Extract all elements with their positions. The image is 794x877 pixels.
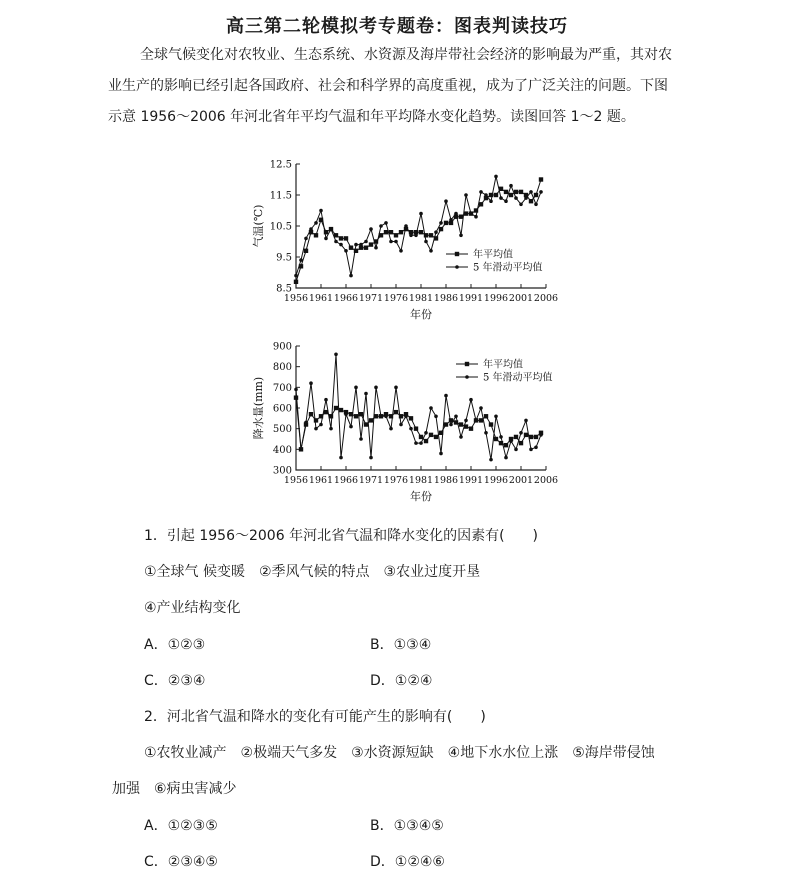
chart-2-legend-marker (465, 375, 469, 379)
question-2-option-d[interactable]: D．①②④⑥ (370, 854, 445, 870)
chart-2-series-1-point (319, 423, 323, 427)
chart-2-series-1-point (529, 448, 533, 452)
chart-1-series-0-point (539, 177, 543, 181)
chart-1-ytick-label: 8.5 (276, 283, 292, 295)
question-2-effects-2: 加强 ⑥病虫害减少 (112, 781, 237, 797)
temperature-chart (248, 156, 578, 328)
chart-2-series-1-point (404, 414, 408, 418)
chart-1-series-1-point (339, 243, 343, 247)
chart-1-series-1-point (304, 237, 308, 241)
chart-2-series-0-point (434, 435, 438, 439)
chart-2-series-0-point (479, 418, 483, 422)
chart-2-series-1-point (369, 456, 373, 460)
chart-1-xtick-label: 2001 (508, 293, 534, 304)
chart-1-series-1-point (444, 199, 448, 203)
intro-paragraph (108, 40, 692, 133)
chart-1-xtick-label: 1996 (483, 293, 509, 304)
chart-2-series-1-point (299, 448, 303, 452)
chart-2-series-0-point (394, 410, 398, 414)
chart-2-series-1-point (509, 439, 513, 443)
chart-2-series-1-point (479, 406, 483, 410)
chart-2-xtick-label: 1996 (483, 475, 509, 486)
chart-2-series-0-point (339, 408, 343, 412)
chart-1-series-1-point (424, 240, 428, 244)
chart-1-series-0-point (419, 230, 423, 234)
chart-2-series-1-point (514, 448, 518, 452)
chart-2-ytick-label: 300 (272, 465, 292, 477)
chart-1-xtick-label: 2006 (533, 293, 559, 304)
chart-2-series-0-point (424, 439, 428, 443)
chart-1-series-0-point (399, 230, 403, 234)
chart-1-series-1-point (384, 221, 388, 225)
chart-2-xlabel: 年份 (410, 490, 432, 503)
chart-2-legend-label: 5 年滑动平均值 (483, 372, 553, 384)
chart-1-series-1-point (314, 221, 318, 225)
chart-2-series-0-point (459, 422, 463, 426)
chart-2-series-1-point (379, 414, 383, 418)
question-2-option-b[interactable]: B．①③④⑤ (370, 818, 444, 834)
chart-2-series-1-point (534, 445, 538, 449)
chart-1-series-1-point (484, 193, 488, 197)
chart-2-series-1-point (304, 421, 308, 425)
chart-2-series-0-point (354, 414, 358, 418)
chart-1-series-1-point (394, 240, 398, 244)
chart-2-series-1-point (364, 392, 368, 396)
chart-1-series-0-point (444, 221, 448, 225)
chart-1-series-1-point (419, 212, 423, 216)
chart-2-legend-marker (465, 362, 469, 366)
chart-2-series-1-point (519, 431, 523, 435)
question-2-option-c[interactable]: C．②③④⑤ (144, 854, 218, 870)
chart-2-series-1-point (504, 456, 508, 460)
chart-1-series-1-point (494, 175, 498, 179)
chart-1-xtick-label: 1981 (408, 293, 434, 304)
chart-2-series-1-point (459, 435, 463, 439)
chart-2-series-1-point (399, 423, 403, 427)
intro-line-3: 示意 1956～2006 年河北省年平均气温和年平均降水变化趋势。读图回答 1～2 题。 (108, 109, 635, 125)
chart-2-series-1-point (419, 441, 423, 445)
chart-2-ytick-label: 400 (272, 444, 292, 456)
chart-2-series-1-point (464, 419, 468, 423)
chart-1-series-1-point (344, 249, 348, 253)
chart-1-ytick-label: 11.5 (269, 190, 292, 202)
chart-2-xtick-label: 1981 (408, 475, 434, 486)
chart-2-series-0-point (334, 406, 338, 410)
chart-2-series-1-point (429, 406, 433, 410)
chart-1-xtick-label: 1961 (308, 293, 334, 304)
chart-2-series-1-point (434, 414, 438, 418)
chart-1-series-0-point (304, 249, 308, 253)
chart-2-ytick-label: 500 (272, 424, 292, 436)
chart-2-ytick-label: 800 (272, 362, 292, 374)
chart-2-svg (248, 338, 578, 510)
chart-2-series-1-point (359, 437, 363, 441)
chart-1-series-1-point (294, 274, 298, 278)
chart-1-series-1-point (364, 240, 368, 244)
chart-2-series-1-point (469, 398, 473, 402)
chart-1-series-1-point (379, 224, 383, 228)
chart-1-series-0-point (339, 236, 343, 240)
chart-1-series-1-point (434, 230, 438, 234)
chart-1-series-0-point (384, 230, 388, 234)
question-1-option-d[interactable]: D．①②④ (370, 673, 433, 689)
chart-1-xtick-label: 1976 (383, 293, 409, 304)
chart-2-series-0-point (524, 433, 528, 437)
chart-2-xtick-label: 1971 (358, 475, 384, 486)
chart-2-series-1-point (484, 431, 488, 435)
chart-1-ytick-label: 12.5 (269, 159, 292, 171)
chart-1-series-1-point (474, 215, 478, 219)
chart-1-xtick-label: 1986 (433, 293, 459, 304)
chart-1-series-1-point (479, 190, 483, 194)
chart-2-series-1-point (449, 423, 453, 427)
chart-1-series-1-point (469, 212, 473, 216)
question-1-option-b[interactable]: B．①③④ (370, 637, 432, 653)
chart-1-series-0-point (369, 242, 373, 246)
question-2-option-a[interactable]: A．①②③⑤ (144, 818, 218, 834)
chart-2-series-1-point (354, 386, 358, 390)
chart-2-series-0-point (489, 422, 493, 426)
chart-1-series-1-point (389, 240, 393, 244)
chart-1-series-1-point (319, 209, 323, 213)
chart-2-series-1-point (339, 456, 343, 460)
chart-1-series-0-point (349, 246, 353, 250)
chart-2-series-0-point (429, 433, 433, 437)
chart-1-series-0-point (394, 233, 398, 237)
question-1-stem: 1．引起 1956～2006 年河北省气温和降水变化的因素有( ) (144, 528, 538, 544)
chart-1-series-0-point (344, 236, 348, 240)
chart-1-xtick-label: 1956 (283, 293, 309, 304)
chart-2-series-0-point (294, 395, 298, 399)
chart-2-ylabel: 降水量(mm) (252, 376, 265, 440)
chart-2-series-0-point (484, 414, 488, 418)
chart-1-series-0-point (364, 246, 368, 250)
chart-1-series-0-point (439, 227, 443, 231)
chart-1-series-0-point (509, 193, 513, 197)
chart-2-xtick-label: 1986 (433, 475, 459, 486)
intro-line-1: 全球气候变化对农牧业、生态系统、水资源及海岸带社会经济的影响最为严重，其对农 (140, 47, 672, 63)
chart-1-series-0-point (429, 233, 433, 237)
chart-2-series-1-point (334, 352, 338, 356)
chart-2-series-0-point (534, 435, 538, 439)
chart-1-series-1-point (404, 224, 408, 228)
chart-2-series-1-point (344, 412, 348, 416)
chart-2-series-0-point (494, 437, 498, 441)
chart-2-ytick-label: 600 (272, 403, 292, 415)
chart-2-series-1-point (384, 414, 388, 418)
question-1-option-c[interactable]: C．②③④ (144, 673, 206, 689)
chart-2-series-1-point (499, 435, 503, 439)
chart-1-series-1-point (409, 234, 413, 238)
chart-2-xtick-label: 2001 (508, 475, 534, 486)
chart-1-series-0-point (529, 199, 533, 203)
chart-1-series-1-point (414, 234, 418, 238)
chart-1-series-1-point (334, 240, 338, 244)
chart-2-series-1-point (329, 427, 333, 431)
chart-1-series-1-point (514, 196, 518, 200)
chart-2-series-0-point (369, 418, 373, 422)
chart-1-series-1-point (349, 274, 353, 278)
chart-2-series-1-point (439, 452, 443, 456)
chart-1-series-1-point (534, 203, 538, 207)
chart-2-series-1-point (424, 431, 428, 435)
chart-1-series-1-point (399, 249, 403, 253)
chart-1-xlabel: 年份 (410, 308, 432, 321)
chart-2-series-0-point (444, 422, 448, 426)
chart-2-legend-label: 年平均值 (483, 359, 523, 371)
chart-1-series-1-point (369, 227, 373, 231)
precipitation-chart (248, 338, 578, 510)
chart-1-series-0-point (314, 233, 318, 237)
chart-1-series-0-point (494, 193, 498, 197)
chart-1-series-0-point (389, 230, 393, 234)
chart-1-series-0-point (294, 280, 298, 284)
question-2-effects-1: ①农牧业减产 ②极端天气多发 ③水资源短缺 ④地下水水位上涨 ⑤海岸带侵蚀 (144, 745, 655, 761)
chart-1-legend-marker (455, 252, 459, 256)
question-1-factors-2: ④产业结构变化 (144, 600, 241, 616)
chart-1-series-0-point (519, 190, 523, 194)
chart-2-series-1-point (374, 386, 378, 390)
chart-2-series-0-point (414, 426, 418, 430)
chart-1-series-1-point (329, 227, 333, 231)
chart-1-series-1-point (504, 199, 508, 203)
chart-1-series-1-point (354, 243, 358, 247)
chart-2-series-0-point (419, 435, 423, 439)
chart-2-series-0-point (514, 435, 518, 439)
chart-2-series-1-point (524, 419, 528, 423)
chart-2-xtick-label: 1961 (308, 475, 334, 486)
chart-1-series-1-point (449, 218, 453, 222)
chart-1-series-1-point (524, 196, 528, 200)
chart-2-series-1-point (494, 414, 498, 418)
chart-2-ytick-label: 700 (272, 382, 292, 394)
chart-1-series-1-point (324, 237, 328, 241)
chart-1-series-1-point (309, 227, 313, 231)
chart-1-series-0-point (534, 193, 538, 197)
chart-1-series-1-point (499, 196, 503, 200)
chart-1-series-1-point (459, 234, 463, 238)
page-title: 高三第二轮模拟考专题卷：图表判读技巧 (226, 16, 568, 37)
chart-1-series-1-point (439, 221, 443, 225)
chart-2-series-0-point (469, 426, 473, 430)
chart-2-xtick-label: 1956 (283, 475, 309, 486)
chart-2-series-1-point (394, 386, 398, 390)
chart-2-series-0-point (309, 412, 313, 416)
chart-2-xtick-label: 2006 (533, 475, 559, 486)
chart-2-series-1-point (349, 425, 353, 429)
intro-line-2: 业生产的影响已经引起各国政府、社会和科学界的高度重视，成为了广泛关注的问题。下图 (108, 78, 668, 94)
chart-1-series-1-point (519, 203, 523, 207)
chart-2-series-1-point (414, 441, 418, 445)
chart-1-series-1-point (374, 246, 378, 250)
question-1-option-a[interactable]: A．①②③ (144, 637, 206, 653)
chart-1-legend-label: 5 年滑动平均值 (473, 262, 543, 274)
chart-2-ytick-label: 900 (272, 341, 292, 353)
chart-1-legend-label: 年平均值 (473, 249, 513, 261)
question-2-stem: 2．河北省气温和降水的变化有可能产生的影响有( ) (144, 709, 486, 725)
chart-2-series-1-point (489, 458, 493, 462)
chart-2-series-0-point (519, 441, 523, 445)
chart-1-xtick-label: 1971 (358, 293, 384, 304)
chart-1-series-0-point (459, 215, 463, 219)
chart-2-series-0-point (364, 422, 368, 426)
chart-2-series-1-point (539, 433, 543, 437)
chart-1-ytick-label: 10.5 (269, 221, 292, 233)
chart-1-series-1-point (299, 258, 303, 262)
chart-2-series-0-point (359, 412, 363, 416)
chart-2-xtick-label: 1966 (333, 475, 359, 486)
chart-1-series-1-point (454, 212, 458, 216)
chart-2-series-1-point (474, 419, 478, 423)
chart-1-series-1-point (429, 249, 433, 253)
chart-1-series-1-point (529, 190, 533, 194)
chart-1-xtick-label: 1966 (333, 293, 359, 304)
chart-1-series-1-point (509, 184, 513, 188)
chart-2-series-1-point (409, 427, 413, 431)
chart-2-series-0-point (409, 416, 413, 420)
chart-2-series-0-point (504, 443, 508, 447)
chart-1-series-0-point (464, 211, 468, 215)
chart-1-legend-marker (455, 265, 459, 269)
chart-2-xtick-label: 1991 (458, 475, 484, 486)
chart-1-xtick-label: 1991 (458, 293, 484, 304)
chart-2-series-1-point (314, 427, 318, 431)
chart-2-series-1-point (309, 381, 313, 385)
chart-2-series-1-point (454, 414, 458, 418)
chart-1-series-0-point (504, 190, 508, 194)
chart-2-xtick-label: 1976 (383, 475, 409, 486)
question-1-factors-1: ①全球气 候变暖 ②季风气候的特点 ③农业过度开垦 (144, 564, 481, 580)
chart-1-series-1-point (359, 243, 363, 247)
chart-1-svg (248, 156, 578, 328)
chart-2-series-1-point (324, 398, 328, 402)
chart-1-series-1-point (464, 193, 468, 197)
chart-1-series-1-point (539, 190, 543, 194)
chart-1-series-0-point (479, 202, 483, 206)
chart-1-series-1-point (489, 199, 493, 203)
chart-1-ylabel: 气温(℃) (252, 204, 265, 248)
chart-2-series-1-point (444, 394, 448, 398)
chart-2-series-1-point (389, 427, 393, 431)
chart-2-series-1-point (294, 388, 298, 392)
chart-1-ytick-label: 9.5 (276, 252, 292, 264)
